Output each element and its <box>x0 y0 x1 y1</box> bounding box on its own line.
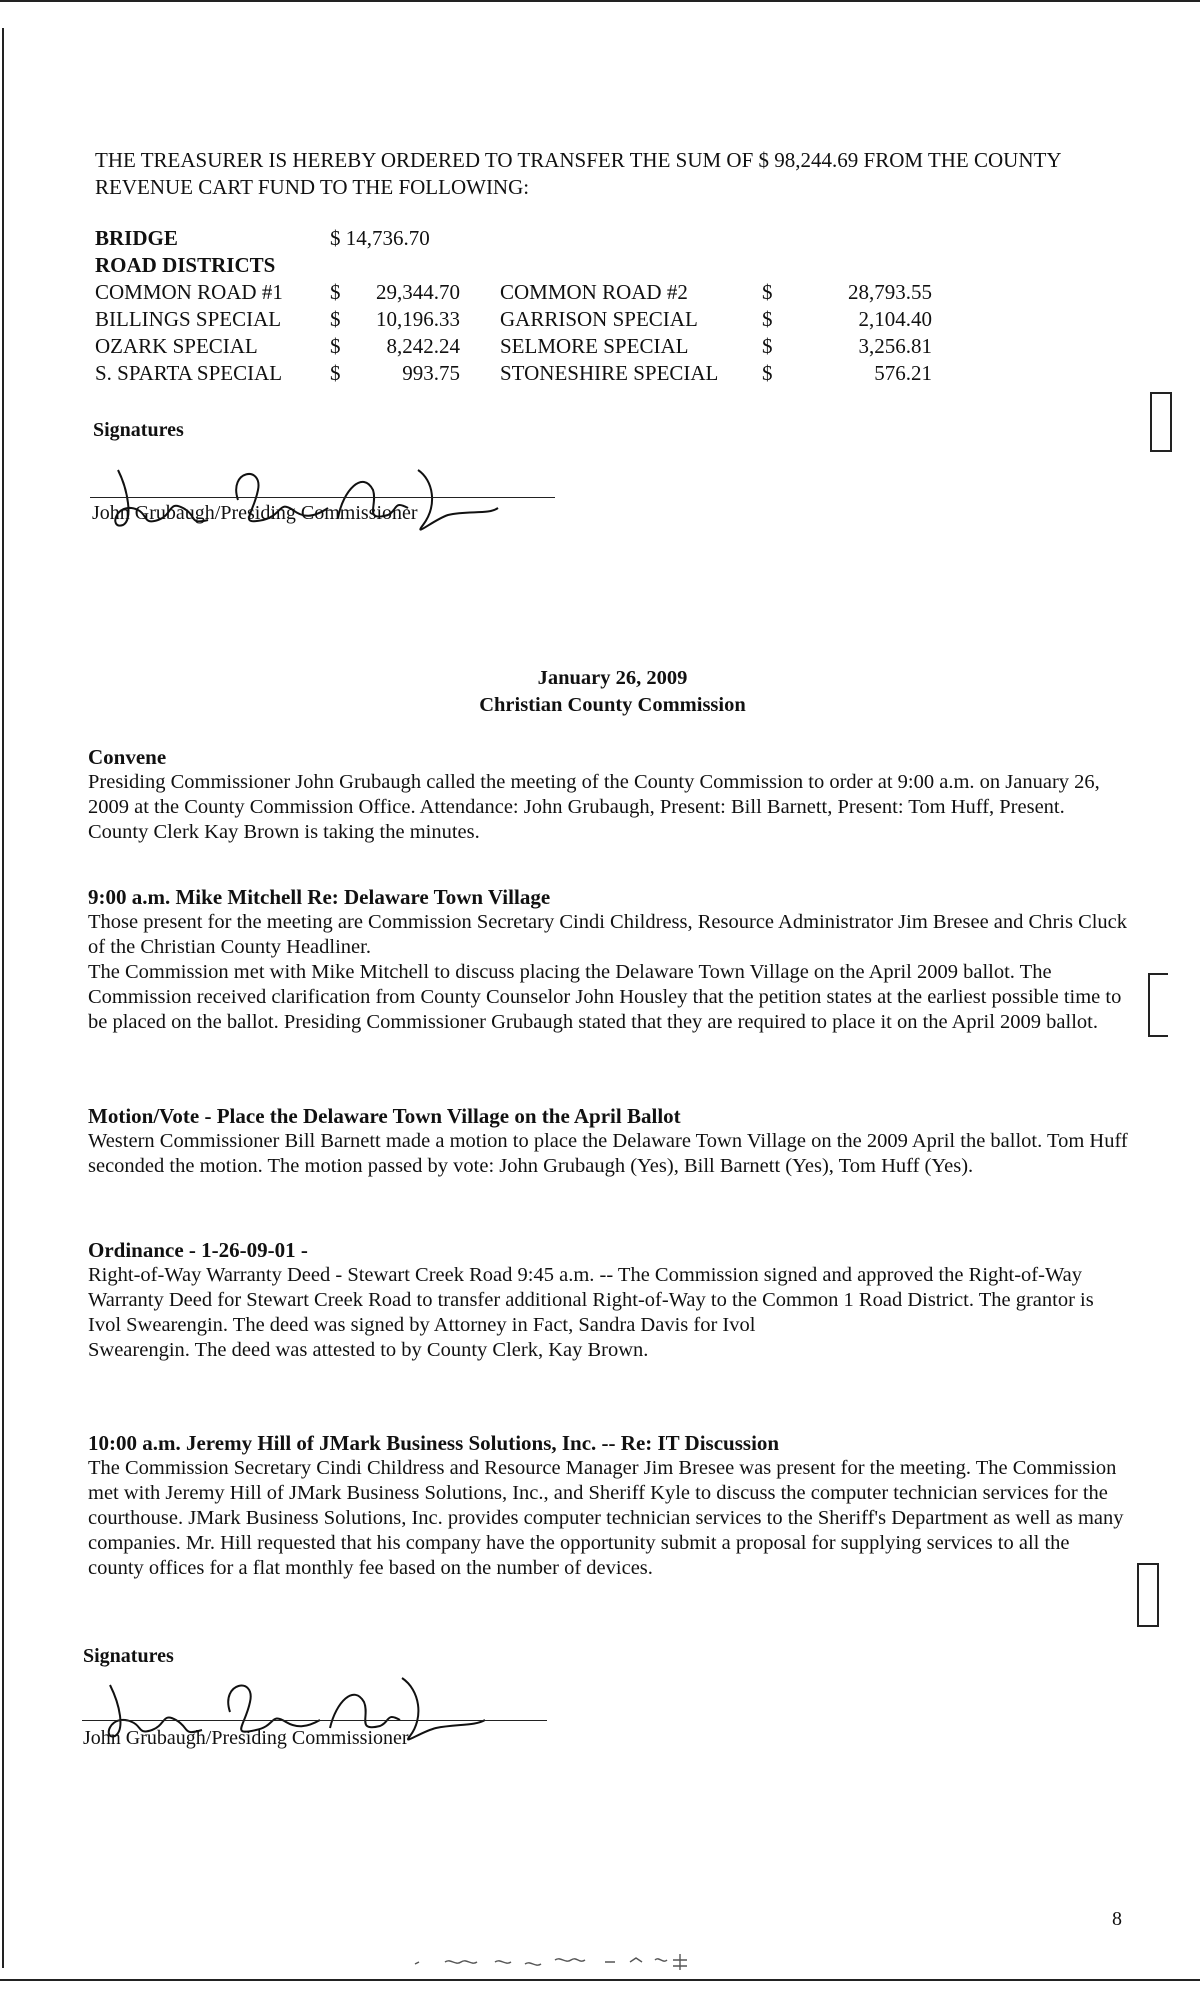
fund-amount: 28,793.55 <box>848 280 932 304</box>
fund-currency: $ <box>330 334 341 358</box>
signatures-heading: Signatures <box>83 1645 174 1667</box>
fund-currency: $ <box>330 280 341 304</box>
fund-amount: 576.21 <box>874 361 932 385</box>
section-text: Right-of-Way Warranty Deed - Stewart Creek Road 9:45 a.m. -- The Commission signed and approved the Right-of-Way Warranty Deed for Stewart Creek Road to transfer additional Right-of-Way to the Common 1 Road District. The grantor is Ivol Swearengin. The deed was signed by Attorney in Fact, Sandra Davis for Ivol <box>88 1264 1094 1336</box>
section-text: Those present for the meeting are Commission Secretary Cindi Childress, Resource Administrator Jim Bresee and Chris Cluck of the Christian County Headliner. <box>88 911 1128 958</box>
scan-edge-top <box>0 0 1200 12</box>
fund-currency: $ <box>762 361 773 385</box>
section-text: Swearengin. The deed was attested to by County Clerk, Kay Brown. <box>88 1339 649 1361</box>
section-ordinance <box>88 1238 1128 1363</box>
fund-currency: $ <box>762 334 773 358</box>
section-text: Presiding Commissioner John Grubaugh called the meeting of the County Commission to order at 9:00 a.m. on January 26, 2009 at the County Commission Office. Attendance: John Grubaugh, Present: Bill Barnett, Present: Tom Huff, Present. County Clerk Kay Brown is taking the minutes. <box>88 771 1100 843</box>
section-text: The Commission met with Mike Mitchell to discuss placing the Delaware Town Village on the April 2009 ballot. The Commission received clarification from County Counselor John Housley that the petition states at the earliest possible time to be placed on the ballot. Presiding Commissioner Grubaugh stated that they are required to place it on the April 2009 ballot. <box>88 961 1122 1033</box>
fund-amount: 29,344.70 <box>376 280 460 304</box>
fund-name: COMMON ROAD #1 <box>95 280 283 304</box>
transfer-order-text: THE TREASURER IS HEREBY ORDERED TO TRANSFER THE SUM OF $ 98,244.69 FROM THE COUNTY REVENUE CART FUND TO THE FOLLOWING: <box>95 148 1061 199</box>
fund-currency: $ <box>762 307 773 331</box>
signatures-heading: Signatures <box>93 419 184 441</box>
margin-bracket <box>1150 392 1172 452</box>
margin-bracket <box>1137 1563 1159 1627</box>
fund-name: SELMORE SPECIAL <box>500 334 689 358</box>
section-text: The Commission Secretary Cindi Childress and Resource Manager Jim Bresee was present for the meeting. The Commission met with Jeremy Hill of JMark Business Solutions, Inc., and Sheriff Kyle to discuss the computer technician services for the courthouse. JMark Business Solutions, Inc. provides computer technician services to the Sheriff's Department as well as many companies. Mr. Hill requested that his company have the opportunity submit a proposal for supplying services to all the county offices for a flat monthly fee based on the number of devices. <box>88 1457 1124 1579</box>
signature-line <box>90 497 555 498</box>
fund-currency: $ <box>330 307 341 331</box>
scan-edge-left <box>2 28 4 1968</box>
fund-amount: 993.75 <box>402 361 460 385</box>
section-mitchell <box>88 885 1128 1035</box>
fund-currency: $ <box>330 361 341 385</box>
fund-name: OZARK SPECIAL <box>95 334 258 358</box>
signature-caption: John Grubaugh/Presiding Commissioner <box>83 1727 409 1749</box>
margin-bracket <box>1148 973 1168 1037</box>
table-row <box>95 306 932 333</box>
fund-name: GARRISON SPECIAL <box>500 307 698 331</box>
section-heading: Ordinance - 1-26-09-01 - <box>88 1238 308 1262</box>
section-motion <box>88 1104 1128 1179</box>
fund-amount: 2,104.40 <box>858 307 932 331</box>
meeting-date: January 26, 2009 <box>537 667 688 689</box>
road-districts-row <box>95 252 932 279</box>
road-districts-label: ROAD DISTRICTS <box>95 253 276 277</box>
section-heading: 9:00 a.m. Mike Mitchell Re: Delaware Town Village <box>88 885 551 909</box>
fund-amount: 8,242.24 <box>386 334 460 358</box>
section-heading: Motion/Vote - Place the Delaware Town Village on the April Ballot <box>88 1104 681 1128</box>
fund-name: BILLINGS SPECIAL <box>95 307 282 331</box>
bridge-row <box>95 225 932 252</box>
scan-artifact-marks <box>405 1950 735 1974</box>
signature-line <box>82 1720 547 1721</box>
meeting-body: Christian County Commission <box>479 694 746 716</box>
fund-currency: $ <box>762 280 773 304</box>
table-row <box>95 360 932 387</box>
scan-edge-bottom <box>0 1979 1200 1981</box>
table-row <box>95 279 932 306</box>
signature-caption: John Grubaugh/Presiding Commissioner <box>92 502 418 524</box>
page-number: 8 <box>1112 1908 1122 1930</box>
section-jmark <box>88 1431 1128 1581</box>
fund-name: COMMON ROAD #2 <box>500 280 688 304</box>
section-heading: Convene <box>88 745 167 769</box>
fund-amount: 3,256.81 <box>858 334 932 358</box>
bridge-label: BRIDGE <box>95 226 178 250</box>
fund-amount: 10,196.33 <box>376 307 460 331</box>
section-convene <box>88 745 1128 845</box>
table-row <box>95 333 932 360</box>
section-text: Western Commissioner Bill Barnett made a motion to place the Delaware Town Village on the 2009 April the ballot. Tom Huff seconded the motion. The motion passed by vote: John Grubaugh (Yes), Bill Barnett (Yes), Tom Huff (Yes). <box>88 1130 1128 1177</box>
section-heading: 10:00 a.m. Jeremy Hill of JMark Business Solutions, Inc. -- Re: IT Discussion <box>88 1431 780 1455</box>
fund-name: STONESHIRE SPECIAL <box>500 361 719 385</box>
fund-transfer-table <box>95 225 932 387</box>
fund-name: S. SPARTA SPECIAL <box>95 361 283 385</box>
bridge-amount: $ 14,736.70 <box>330 226 430 250</box>
